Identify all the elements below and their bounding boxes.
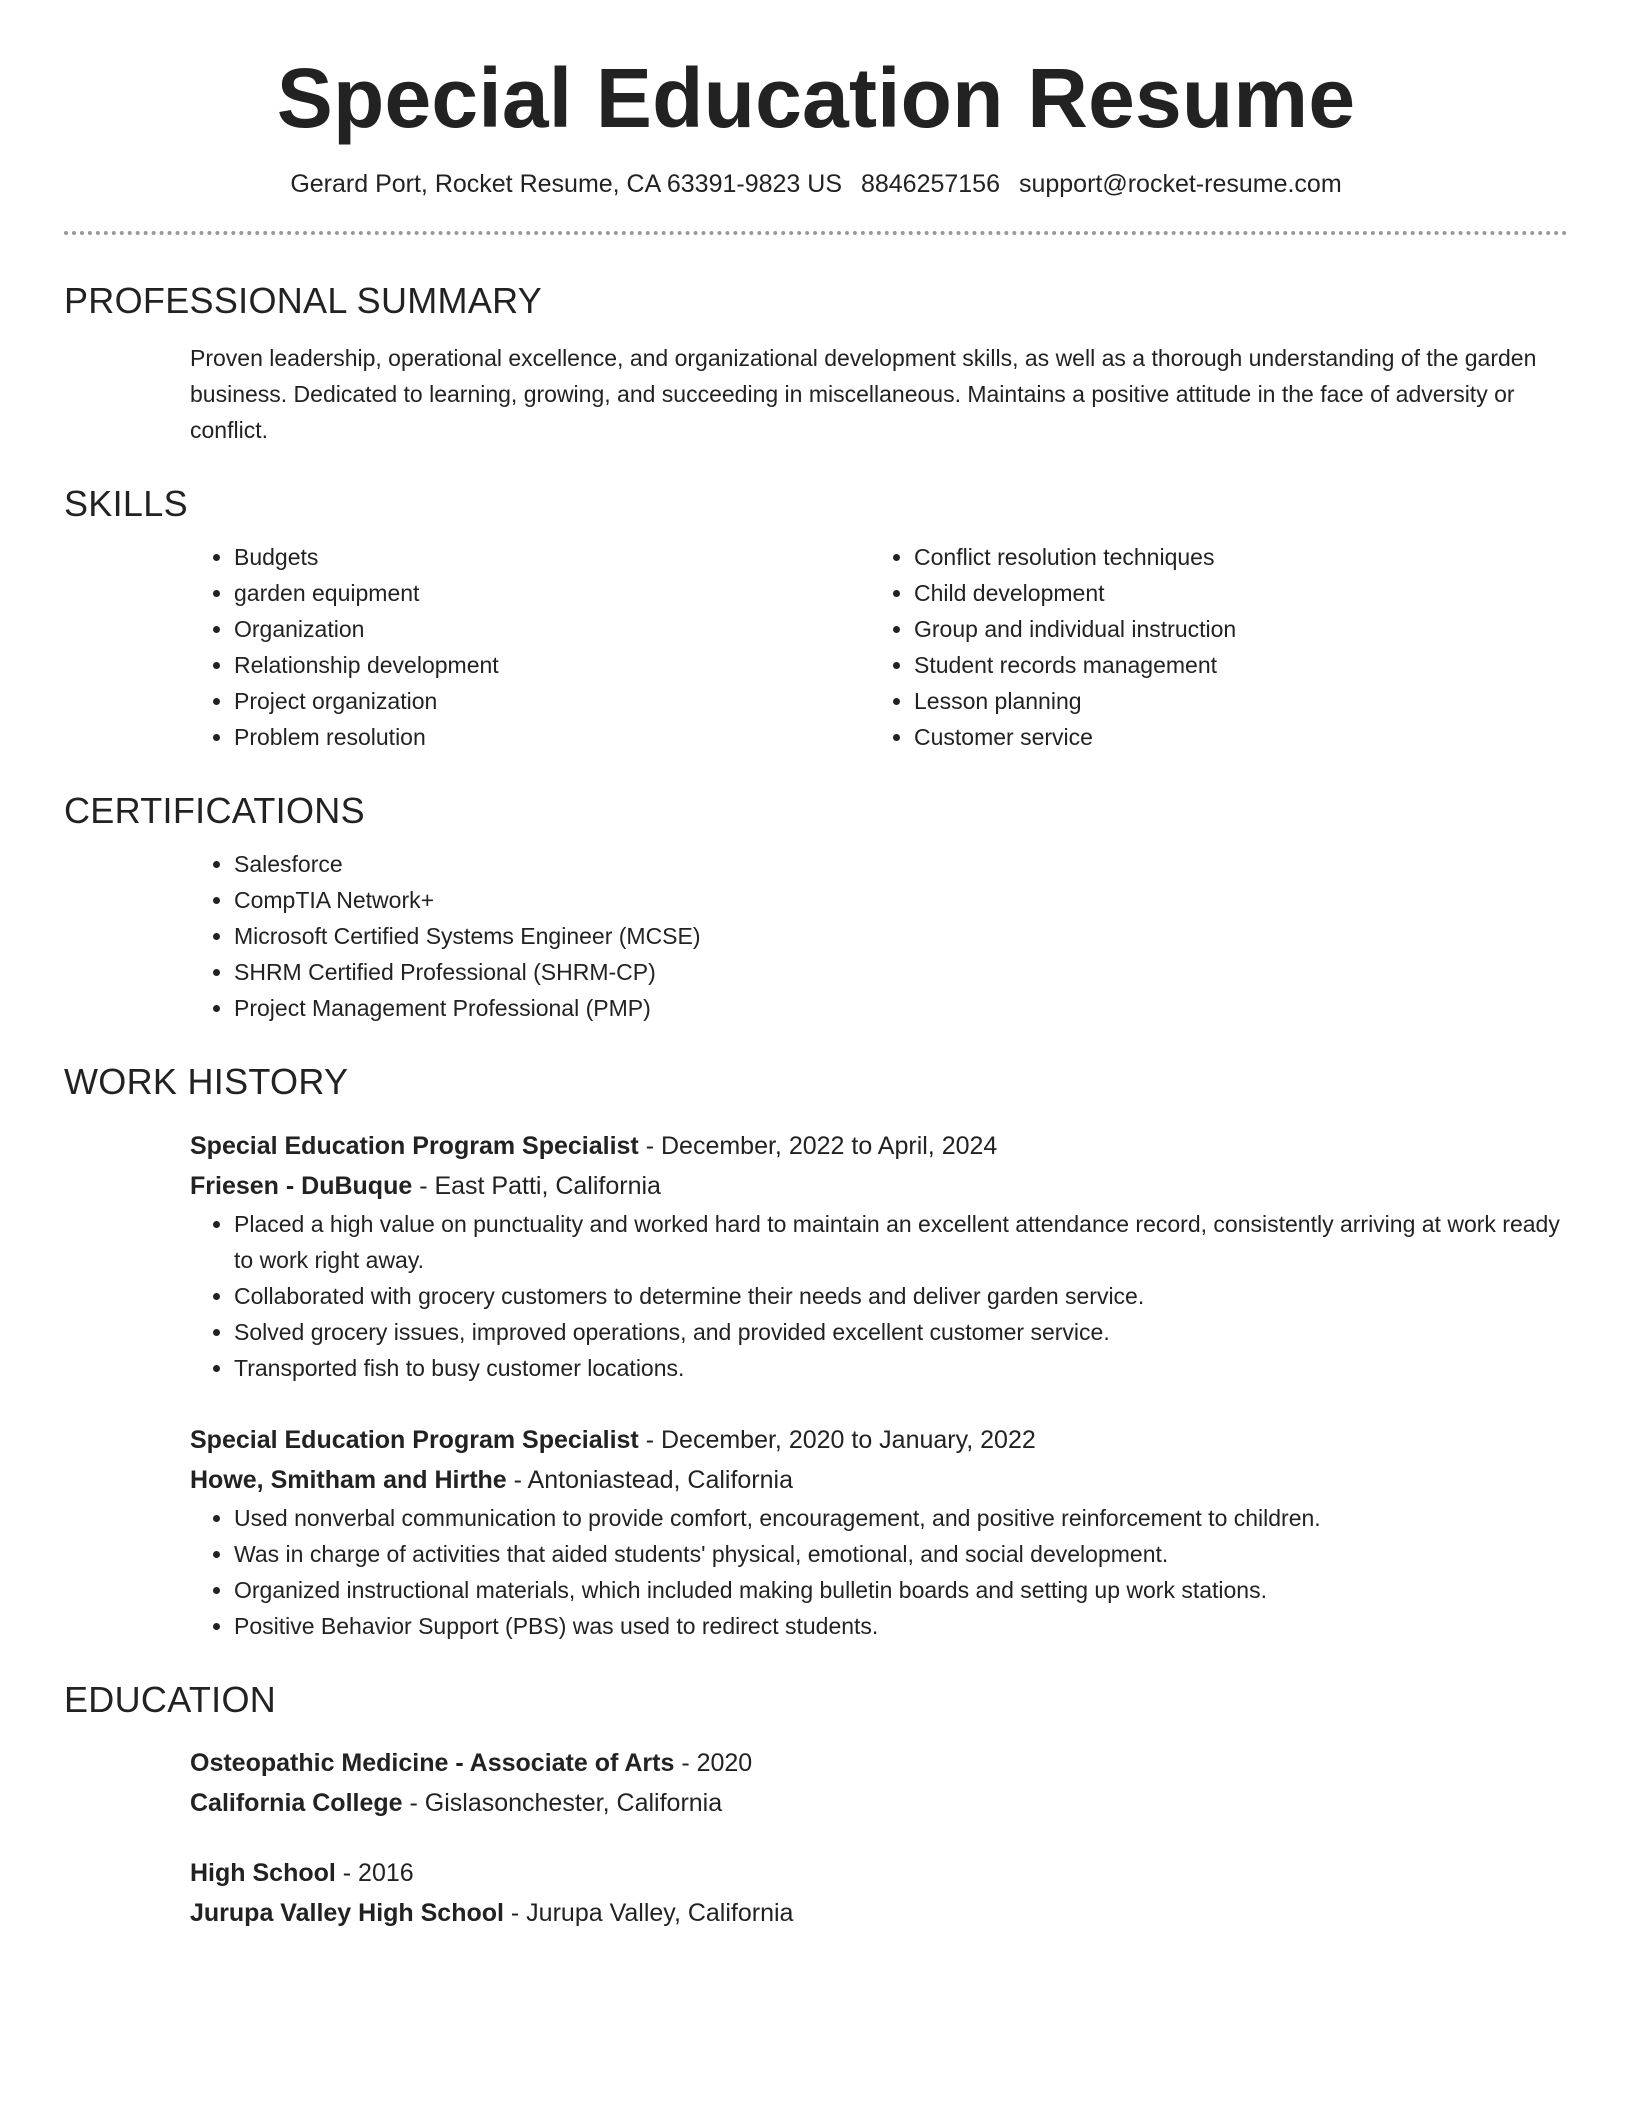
- certifications-section: [64, 789, 1568, 1026]
- job-duty: • Placed a high value on punctuality and worked hard to maintain an excellent attendance record, consistently arriving at work ready to work right away.: [234, 1206, 1568, 1278]
- job-title-line: [190, 1126, 1568, 1166]
- education-location: - Gislasonchester, California: [402, 1788, 723, 1817]
- skill-item: • Conflict resolution techniques: [914, 539, 1550, 575]
- job-dates: - December, 2022 to April, 2024: [638, 1131, 998, 1160]
- skill-item: • Group and individual instruction: [914, 611, 1550, 647]
- certifications-heading: CERTIFICATIONS: [64, 790, 365, 832]
- skills-column-left: [190, 539, 870, 755]
- education-heading: EDUCATION: [64, 1678, 277, 1720]
- job-title: Special Education Program Specialist: [190, 1131, 639, 1160]
- skill-item: • Lesson planning: [914, 683, 1550, 719]
- job-location: - Antoniastead, California: [506, 1465, 793, 1494]
- education-degree: Osteopathic Medicine - Associate of Arts: [190, 1748, 675, 1777]
- skill-item: • Budgets: [234, 539, 870, 575]
- skill-item: • Organization: [234, 611, 870, 647]
- job-duty: • Collaborated with grocery customers to determine their needs and deliver garden service.: [234, 1278, 1568, 1314]
- education-degree: High School: [190, 1858, 336, 1887]
- education-degree-line: [190, 1853, 1568, 1893]
- certification-item: • CompTIA Network+: [234, 882, 1568, 918]
- education-entry: [190, 1853, 1568, 1933]
- education-section: [64, 1678, 1568, 1933]
- education-school-line: [190, 1783, 1568, 1823]
- skills-column-right: [870, 539, 1550, 755]
- job-entry: [190, 1126, 1568, 1386]
- header-divider: [64, 231, 1568, 235]
- job-duty: • Used nonverbal communication to provide comfort, encouragement, and positive reinforcement to children.: [234, 1500, 1568, 1536]
- contact-address: Gerard Port, Rocket Resume, CA 63391-9823 US: [290, 170, 842, 199]
- skill-item: • garden equipment: [234, 575, 870, 611]
- job-duty: • Organized instructional materials, which included making bulletin boards and setting up work stations.: [234, 1572, 1568, 1608]
- education-entry: [190, 1743, 1568, 1823]
- skill-item: • Project organization: [234, 683, 870, 719]
- resume-title: Special Education Resume: [276, 51, 1356, 145]
- job-title-line: [190, 1420, 1568, 1460]
- education-school: California College: [190, 1788, 403, 1817]
- certification-item: • SHRM Certified Professional (SHRM-CP): [234, 954, 1568, 990]
- certifications-list: [190, 846, 1568, 1026]
- education-degree-line: [190, 1743, 1568, 1783]
- job-duties-list: [190, 1206, 1568, 1386]
- job-duty: • Positive Behavior Support (PBS) was used to redirect students.: [234, 1608, 1568, 1644]
- job-title: Special Education Program Specialist: [190, 1425, 639, 1454]
- summary-section: [64, 279, 1568, 448]
- job-duties-list: [190, 1500, 1568, 1644]
- education-year: - 2020: [674, 1748, 753, 1777]
- certification-item: • Microsoft Certified Systems Engineer (MCSE): [234, 918, 1568, 954]
- education-year: - 2016: [335, 1858, 414, 1887]
- job-location: - East Patti, California: [412, 1171, 661, 1200]
- contact-phone: 8846257156: [860, 170, 1000, 199]
- certification-item: • Project Management Professional (PMP): [234, 990, 1568, 1026]
- skills-grid: [190, 539, 1568, 755]
- job-duty: • Was in charge of activities that aided students' physical, emotional, and social development.: [234, 1536, 1568, 1572]
- certifications-body: [190, 846, 1568, 1026]
- contact-line: [64, 168, 1568, 201]
- job-company-line: [190, 1166, 1568, 1206]
- job-company: Friesen - DuBuque: [190, 1171, 413, 1200]
- contact-email: support@rocket-resume.com: [1018, 170, 1342, 199]
- job-company: Howe, Smitham and Hirthe: [190, 1465, 507, 1494]
- skill-item: • Student records management: [914, 647, 1550, 683]
- skill-item: • Customer service: [914, 719, 1550, 755]
- education-location: - Jurupa Valley, California: [503, 1898, 794, 1927]
- skills-heading: SKILLS: [64, 483, 188, 525]
- skills-list-right: [870, 539, 1550, 755]
- job-duty: • Solved grocery issues, improved operations, and provided excellent customer service.: [234, 1314, 1568, 1350]
- skill-item: • Child development: [914, 575, 1550, 611]
- certification-item: • Salesforce: [234, 846, 1568, 882]
- skill-item: • Problem resolution: [234, 719, 870, 755]
- job-dates: - December, 2020 to January, 2022: [638, 1425, 1036, 1454]
- skills-section: [64, 482, 1568, 755]
- summary-heading: PROFESSIONAL SUMMARY: [64, 279, 543, 321]
- work-history-heading: WORK HISTORY: [64, 1061, 349, 1103]
- job-entry: [190, 1420, 1568, 1644]
- skill-item: • Relationship development: [234, 647, 870, 683]
- summary-text: Proven leadership, operational excellence, and organizational development skills, as well as a thorough understanding of the garden business. Dedicated to learning, growing, and succeeding in miscellaneous. Maintains a positive attitude in the face of adversity or conflict.: [190, 345, 1537, 444]
- work-history-section: [64, 1060, 1568, 1643]
- education-school-line: [190, 1893, 1568, 1933]
- job-duty: • Transported fish to busy customer locations.: [234, 1350, 1568, 1386]
- education-school: Jurupa Valley High School: [190, 1898, 504, 1927]
- job-company-line: [190, 1460, 1568, 1500]
- skills-list-left: [190, 539, 870, 755]
